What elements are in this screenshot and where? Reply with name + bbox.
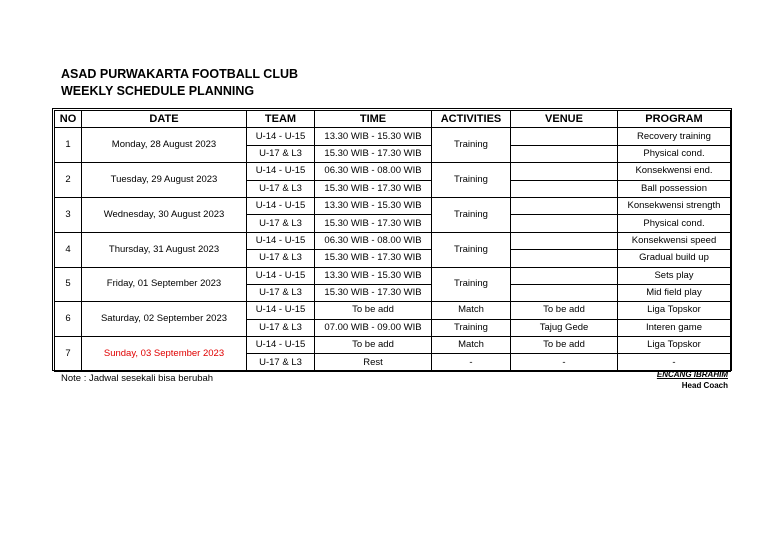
row-team: U-17 & L3 (247, 145, 315, 162)
row-program: Liga Topskor (618, 302, 731, 319)
row-date: Friday, 01 September 2023 (82, 267, 247, 302)
row-activity: Match (432, 337, 511, 354)
row-program: Recovery training (618, 128, 731, 145)
row-activity: Training (432, 163, 511, 198)
row-team: U-14 - U-15 (247, 337, 315, 354)
row-time: 13.30 WIB - 15.30 WIB (315, 267, 432, 284)
row-team: U-14 - U-15 (247, 232, 315, 249)
row-team: U-14 - U-15 (247, 302, 315, 319)
header-venue: VENUE (511, 111, 618, 128)
row-team: U-17 & L3 (247, 284, 315, 301)
coach-role: Head Coach (681, 381, 728, 390)
schedule-note: Note : Jadwal sesekali bisa berubah (61, 373, 214, 384)
row-team: U-17 & L3 (247, 180, 315, 197)
club-title: ASAD PURWAKARTA FOOTBALL CLUB (61, 67, 299, 81)
row-venue (511, 128, 618, 145)
header-time: TIME (315, 111, 432, 128)
row-program: Ball possession (618, 180, 731, 197)
row-time: 15.30 WIB - 17.30 WIB (315, 284, 432, 301)
row-time: 15.30 WIB - 17.30 WIB (315, 180, 432, 197)
row-activity: Match (432, 302, 511, 319)
row-time: To be add (315, 302, 432, 319)
row-venue: To be add (511, 337, 618, 354)
row-activity: Training (432, 267, 511, 302)
row-time: 06.30 WIB - 08.00 WIB (315, 232, 432, 249)
row-venue: To be add (511, 302, 618, 319)
header-activities: ACTIVITIES (432, 111, 511, 128)
row-date: Monday, 28 August 2023 (82, 128, 247, 163)
row-time: 15.30 WIB - 17.30 WIB (315, 215, 432, 232)
table-row (55, 232, 731, 249)
row-time: 07.00 WIB - 09.00 WIB (315, 319, 432, 336)
header-date: DATE (82, 111, 247, 128)
row-venue (511, 163, 618, 180)
row-date: Tuesday, 29 August 2023 (82, 163, 247, 198)
table-row (55, 267, 731, 284)
row-program: Gradual build up (618, 250, 731, 267)
row-activity: - (432, 354, 511, 371)
row-venue (511, 232, 618, 249)
row-program: Physical cond. (618, 215, 731, 232)
row-activity: Training (432, 232, 511, 267)
row-date: Wednesday, 30 August 2023 (82, 197, 247, 232)
row-team: U-17 & L3 (247, 215, 315, 232)
row-program: Konsekwensi strength (618, 197, 731, 214)
row-date: Saturday, 02 September 2023 (82, 302, 247, 337)
row-team: U-14 - U-15 (247, 197, 315, 214)
schedule-title: WEEKLY SCHEDULE PLANNING (61, 84, 255, 98)
row-program: Sets play (618, 267, 731, 284)
row-number: 4 (55, 232, 82, 267)
row-team: U-14 - U-15 (247, 163, 315, 180)
row-time: 06.30 WIB - 08.00 WIB (315, 163, 432, 180)
row-program: Liga Topskor (618, 337, 731, 354)
row-number: 1 (55, 128, 82, 163)
row-team: U-14 - U-15 (247, 128, 315, 145)
header-program: PROGRAM (618, 111, 731, 128)
row-program: Mid field play (618, 284, 731, 301)
row-program: - (618, 354, 731, 371)
row-venue: Tajug Gede (511, 319, 618, 336)
row-team: U-17 & L3 (247, 354, 315, 371)
table-row (55, 197, 731, 214)
row-activity: Training (432, 319, 511, 336)
schedule-table (54, 110, 731, 372)
row-team: U-17 & L3 (247, 319, 315, 336)
coach-name: ENCANG IBRAHIM (656, 370, 728, 379)
table-row (55, 163, 731, 180)
row-team: U-17 & L3 (247, 250, 315, 267)
row-program: Physical cond. (618, 145, 731, 162)
row-venue (511, 145, 618, 162)
row-team: U-14 - U-15 (247, 267, 315, 284)
row-venue (511, 180, 618, 197)
row-venue (511, 197, 618, 214)
row-venue (511, 250, 618, 267)
header-team: TEAM (247, 111, 315, 128)
row-program: Konsekwensi end. (618, 163, 731, 180)
table-row (55, 337, 731, 354)
row-time: 15.30 WIB - 17.30 WIB (315, 250, 432, 267)
row-number: 5 (55, 267, 82, 302)
row-venue: - (511, 354, 618, 371)
row-number: 7 (55, 337, 82, 372)
row-number: 3 (55, 197, 82, 232)
row-program: Interen game (618, 319, 731, 336)
header-no: NO (55, 111, 82, 128)
row-time: To be add (315, 337, 432, 354)
row-activity: Training (432, 128, 511, 163)
row-program: Konsekwensi speed (618, 232, 731, 249)
table-header-row (55, 111, 731, 128)
row-date: Thursday, 31 August 2023 (82, 232, 247, 267)
row-activity: Training (432, 197, 511, 232)
row-number: 2 (55, 163, 82, 198)
row-time: 13.30 WIB - 15.30 WIB (315, 128, 432, 145)
row-venue (511, 267, 618, 284)
row-time: Rest (315, 354, 432, 371)
row-time: 13.30 WIB - 15.30 WIB (315, 197, 432, 214)
row-date-holiday: Sunday, 03 September 2023 (82, 337, 247, 372)
row-number: 6 (55, 302, 82, 337)
row-time: 15.30 WIB - 17.30 WIB (315, 145, 432, 162)
table-row (55, 128, 731, 145)
table-row (55, 302, 731, 319)
row-venue (511, 215, 618, 232)
row-venue (511, 284, 618, 301)
